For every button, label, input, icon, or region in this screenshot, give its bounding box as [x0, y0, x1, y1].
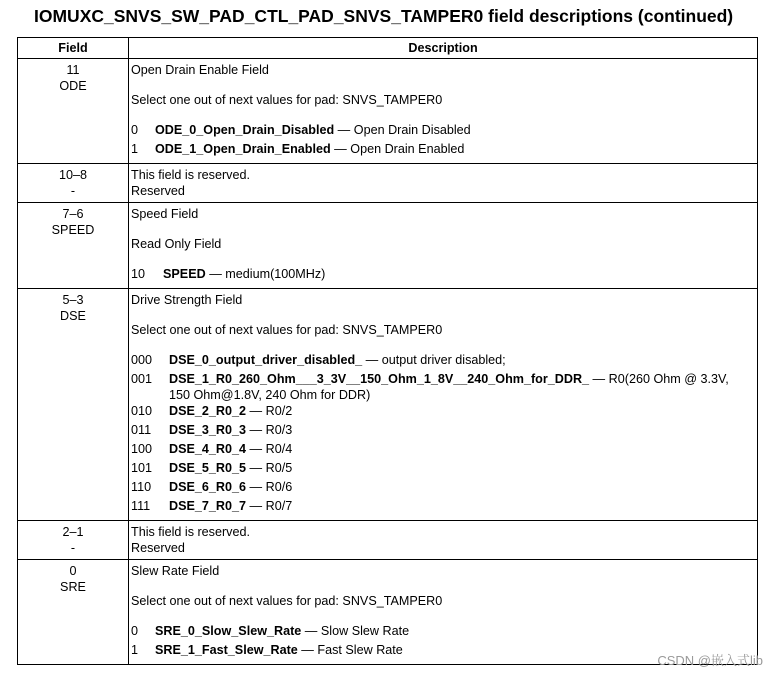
value-label: DSE_0_output_driver_disabled_ [169, 353, 363, 367]
value-code: 10 [131, 267, 146, 281]
value-entry [131, 352, 753, 371]
table-row [18, 164, 758, 203]
value-label: DSE_7_R0_7 [169, 499, 247, 513]
value-desc: — medium(100MHz) [205, 267, 326, 281]
value-label: DSE_2_R0_2 [169, 404, 247, 418]
field-name: SPEED [51, 223, 95, 237]
description-heading: Speed Field [131, 207, 199, 221]
field-bits: 2–1 [62, 525, 84, 539]
value-desc: — Fast Slew Rate [297, 643, 403, 657]
value-label: DSE_1_R0_260_Ohm___3_3V__150_Ohm_1_8V__240_Ohm_for_DDR_ [169, 372, 590, 386]
field-descriptions-table [17, 37, 758, 665]
value-code: 1 [131, 643, 139, 657]
table-row [18, 521, 758, 560]
value-code: 0 [131, 123, 139, 137]
table-row [18, 203, 758, 289]
description-cell [129, 164, 758, 203]
value-code: 0 [131, 624, 139, 638]
value-entry [131, 498, 753, 517]
value-code: 110 [131, 480, 152, 494]
description-sub: Read Only Field [131, 237, 222, 251]
value-desc: — R0/6 [246, 480, 293, 494]
value-entry [131, 266, 753, 285]
value-desc: — R0/2 [246, 404, 293, 418]
value-desc: — R0/5 [246, 461, 293, 475]
description-heading: Drive Strength Field [131, 293, 243, 307]
value-code: 101 [131, 461, 153, 475]
value-code: 011 [131, 423, 152, 437]
value-desc: — R0/7 [246, 499, 293, 513]
value-entry [131, 623, 753, 642]
description-heading: Open Drain Enable Field [131, 63, 269, 77]
table-row [18, 59, 758, 164]
field-bits: 10–8 [58, 168, 88, 182]
description-line: This field is reserved. [131, 525, 250, 539]
watermark: CSDN @嵌入式lib [657, 653, 763, 668]
value-desc: — Slow Slew Rate [301, 624, 410, 638]
header-description: Description [129, 38, 758, 59]
value-desc: — R0/4 [246, 442, 293, 456]
description-sub: Select one out of next values for pad: SNVS_TAMPER0 [131, 93, 443, 107]
value-label: ODE_1_Open_Drain_Enabled [155, 142, 331, 156]
value-label: DSE_5_R0_5 [169, 461, 247, 475]
table-header-row [18, 38, 758, 59]
value-entry [131, 441, 753, 460]
field-bits: 7–6 [62, 207, 84, 221]
value-label: DSE_3_R0_3 [169, 423, 247, 437]
description-line: Reserved [131, 541, 185, 555]
description-cell [129, 521, 758, 560]
field-cell [18, 521, 129, 560]
value-entry [131, 460, 753, 479]
value-label: DSE_6_R0_6 [169, 480, 247, 494]
table-row [18, 289, 758, 521]
description-cell [129, 59, 758, 164]
field-cell [18, 164, 129, 203]
field-bits: 11 [66, 63, 80, 77]
value-label: SPEED [163, 267, 206, 281]
value-entry [131, 403, 753, 422]
field-name: DSE [60, 309, 86, 323]
field-bits: 5–3 [62, 293, 84, 307]
field-name: - [70, 541, 76, 555]
value-entry [131, 371, 753, 403]
field-cell [18, 59, 129, 164]
value-desc: — Open Drain Enabled [330, 142, 465, 156]
field-name: SRE [60, 580, 86, 594]
field-name: ODE [59, 79, 87, 93]
value-code: 001 [131, 372, 153, 386]
header-field: Field [18, 38, 129, 59]
value-code: 100 [131, 442, 153, 456]
field-cell [18, 289, 129, 521]
description-sub: Select one out of next values for pad: SNVS_TAMPER0 [131, 594, 443, 608]
value-label: SRE_0_Slow_Slew_Rate [155, 624, 302, 638]
table-row [18, 560, 758, 665]
value-code: 010 [131, 404, 153, 418]
value-label: ODE_0_Open_Drain_Disabled [155, 123, 335, 137]
value-desc: — R0/3 [246, 423, 293, 437]
field-cell [18, 560, 129, 665]
value-desc: — output driver disabled; [362, 353, 506, 367]
field-cell [18, 203, 129, 289]
value-label: DSE_4_R0_4 [169, 442, 247, 456]
value-entry [131, 422, 753, 441]
value-desc: — R0(260 Ohm @ 3.3V, 150 Ohm@1.8V, 240 Ohm for DDR) [169, 372, 729, 402]
field-name: - [70, 184, 76, 198]
value-code: 111 [131, 499, 151, 513]
value-label: SRE_1_Fast_Slew_Rate [155, 643, 298, 657]
description-line: This field is reserved. [131, 168, 250, 182]
page-title: IOMUXC_SNVS_SW_PAD_CTL_PAD_SNVS_TAMPER0 field descriptions (continued) [34, 6, 734, 26]
value-code: 000 [131, 353, 153, 367]
description-line: Reserved [131, 184, 185, 198]
description-cell [129, 560, 758, 665]
description-sub: Select one out of next values for pad: SNVS_TAMPER0 [131, 323, 443, 337]
description-cell [129, 289, 758, 521]
value-entry [131, 122, 753, 141]
value-desc: — Open Drain Disabled [334, 123, 471, 137]
description-cell [129, 203, 758, 289]
field-bits: 0 [69, 564, 77, 578]
description-heading: Slew Rate Field [131, 564, 220, 578]
value-entry [131, 141, 753, 160]
value-code: 1 [131, 142, 139, 156]
value-entry [131, 479, 753, 498]
